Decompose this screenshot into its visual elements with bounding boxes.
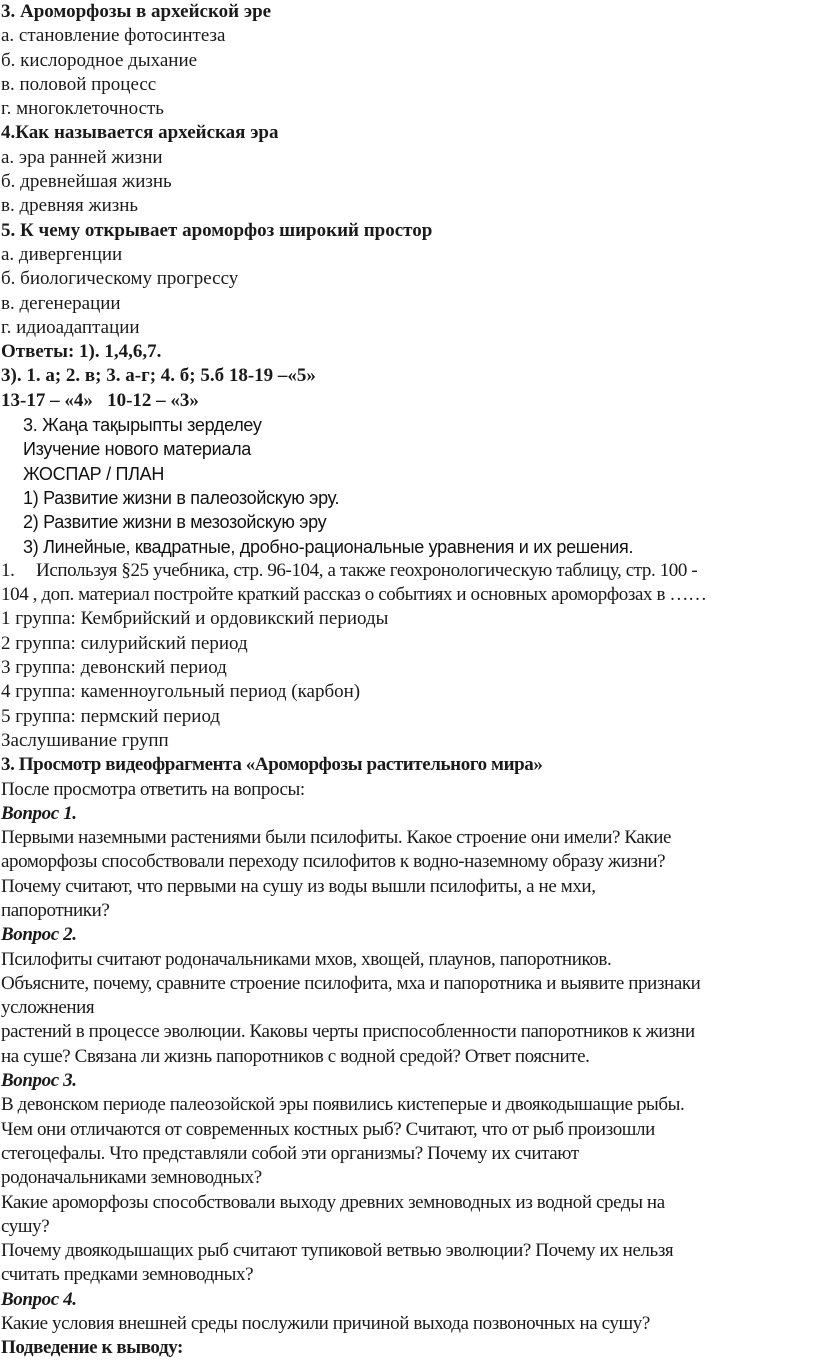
question-text-line: усложнения: [1, 997, 95, 1019]
plan-item: 2) Развитие жизни в мезозойскую эру: [23, 512, 327, 533]
question-text-line: Какие условия внешней среды послужили причиной выхода позвоночных на сушу?: [1, 1313, 650, 1335]
question-text-line: Объясните, почему, сравните строение псилофита, мха и папоротника и выявите признаки: [1, 972, 701, 994]
group-item: 4 группа: каменноугольный период (карбон): [1, 681, 361, 703]
plan-item: 3) Линейные, квадратные, дробно-рациональные уравнения и их решения.: [23, 536, 634, 557]
answer-option: а. дивергенции: [1, 243, 123, 265]
group-list: [1, 607, 816, 753]
group-closing: Заслушивание групп: [1, 729, 169, 751]
question-text-line: В девонском периоде палеозойской эры появились кистеперые и двоякодышащие рыбы.: [1, 1094, 685, 1116]
question-text-line: Чем они отличаются от современных костных рыб? Считают, что от рыб произошли: [1, 1118, 655, 1140]
section-title: 3. Просмотр видеофрагмента «Ароморфозы растительного мира»: [1, 754, 543, 776]
answer-option: г. многоклеточность: [1, 98, 164, 120]
section-intro: После просмотра ответить на вопросы:: [1, 778, 305, 800]
task-instruction-line: 104 , доп. материал постройте краткий рассказ о событиях и основных ароморфозах в ……: [1, 584, 707, 606]
answer-option: б. биологическому прогрессу: [1, 268, 239, 290]
video-section: [1, 753, 816, 1360]
question-title: 5. К чему открывает ароморфоз широкий простор: [1, 219, 433, 241]
question-title: 4.Как называется архейская эра: [1, 122, 279, 144]
question-text-line: растений в процессе эволюции. Каковы черты приспособленности папоротников к жизни: [1, 1021, 695, 1043]
answer-option: а. эра ранней жизни: [1, 146, 163, 168]
group-task: [1, 559, 816, 608]
question-text-line: стегоцефалы. Что представляли собой эти организмы? Почему их считают: [1, 1142, 579, 1164]
group-item: 3 группа: девонский период: [1, 657, 227, 679]
lesson-plan: [1, 413, 816, 559]
question-title: 3. Ароморфозы в архейской эре: [1, 1, 272, 22]
task-number: 1.: [1, 559, 15, 581]
question-text-line: Почему двоякодышащих рыб считают тупиковой ветвью эволюции? Почему их нельзя: [1, 1240, 674, 1262]
question-text-line: на суше? Связана ли жизнь папоротников с водной средой? Ответ поясните.: [1, 1045, 590, 1067]
answer-option: в. древняя жизнь: [1, 195, 139, 217]
answer-option: б. древнейшая жизнь: [1, 171, 172, 193]
video-question-2: [1, 923, 816, 1069]
plan-item: 1) Развитие жизни в палеозойскую эру.: [23, 487, 340, 508]
answer-option: в. половой процесс: [1, 73, 157, 95]
question-label: Вопрос 2.: [1, 924, 77, 946]
question-text-line: папоротники?: [1, 899, 110, 921]
question-text-line: сушу?: [1, 1215, 50, 1237]
question-text-line: Почему считают, что первыми на сушу из воды вышли псилофиты, а не мхи,: [1, 875, 596, 897]
question-text-line: Первыми наземными растениями были псилофиты. Какое строение они имели? Какие: [1, 827, 672, 849]
section-heading-kz: 3. Жаңа тақырыпты зерделеу: [23, 415, 262, 436]
question-text-line: Какие ароморфозы способствовали выходу древних земноводных из водной среды на: [1, 1191, 665, 1213]
answer-option: б. кислородное дыхание: [1, 49, 198, 71]
group-item: 2 группа: силурийский период: [1, 632, 248, 654]
answer-option: в. дегенерации: [1, 292, 121, 314]
question-label: Вопрос 1.: [1, 802, 77, 824]
answer-key-line: 3). 1. а; 2. в; 3. а-г; 4. б; 5.б 18-19 –«5»: [1, 365, 316, 387]
answer-key-line: Ответы: 1). 1,4,6,7.: [1, 341, 162, 363]
answer-key-line: 13-17 – «4» 10-12 – «3»: [1, 389, 199, 411]
conclusion-heading: Подведение к выводу:: [1, 1337, 183, 1359]
question-text-line: ароморфозы способствовали переходу псилофитов к водно-наземному образу жизни?: [1, 851, 666, 873]
answer-option: г. идиоадаптации: [1, 316, 140, 338]
video-question-1: [1, 802, 816, 923]
quiz-question-4: [1, 121, 816, 218]
question-label: Вопрос 3.: [1, 1070, 77, 1092]
group-item: 5 группа: пермский период: [1, 705, 221, 727]
question-text-line: родоначальниками земноводных?: [1, 1167, 262, 1189]
video-question-3: [1, 1069, 816, 1288]
answer-key: [1, 340, 816, 413]
section-heading-ru: Изучение нового материала: [23, 439, 252, 460]
question-text-line: Псилофиты считают родоначальниками мхов, хвощей, плаунов, папоротников.: [1, 948, 612, 970]
plan-title: ЖОСПАР / ПЛАН: [23, 463, 165, 484]
answer-option: а. становление фотосинтеза: [1, 25, 226, 47]
question-label: Вопрос 4.: [1, 1288, 77, 1310]
quiz-question-3: [1, 0, 816, 121]
quiz-question-5: [1, 219, 816, 340]
video-question-4: [1, 1288, 816, 1337]
question-text-line: считать предками земноводных?: [1, 1264, 254, 1286]
task-instruction-line: 1. Используя §25 учебника, стр. 96-104, а также геохронологическую таблицу, стр. 100 -: [1, 559, 816, 583]
group-item: 1 группа: Кембрийский и ордовикский периоды: [1, 608, 389, 630]
